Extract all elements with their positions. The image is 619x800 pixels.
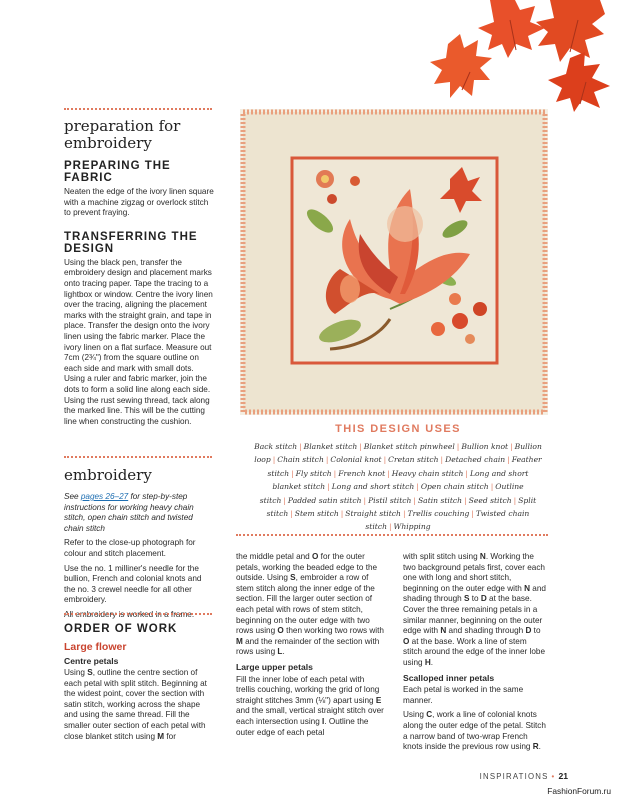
embroidery-title: embroidery: [64, 466, 152, 484]
see-pages-note: See pages 26–27 for step-by-step instructions for working heavy chain stitch, open chain stitch and twisted chain stitch: [64, 492, 194, 533]
design-uses-heading: THIS DESIGN USES: [335, 423, 461, 435]
watermark: FashionForum.ru: [547, 786, 611, 796]
stitch-item: Pistil stitch: [368, 495, 412, 505]
order-of-work-col3: with split stitch using N. Working the two background petals first, cover each one with long and short stitch, beginning on the outer edge with N and shading through S to D at the base. Cover the three remaining petals in a similar manner, beginning on the outer edge with N and shading through D to O at the base. Work a line of stem stitch around the edge of the inner lobe using H. Scalloped inner petals Each petal is worked in the same manner. Using C, work a line of colonial knots along the outer edge of the petal. Stitch a narrow band of two-wrap French knots inside the previous row using R.: [403, 552, 548, 757]
embroidery-p3: All embroidery is worked in a frame.: [64, 609, 195, 619]
stitch-item: French knot: [338, 468, 386, 478]
footer-section: INSPIRATIONS: [479, 772, 549, 781]
stitch-item: Bullion loop: [254, 442, 542, 465]
stitch-separator: |: [440, 455, 444, 465]
stitch-separator: |: [325, 455, 329, 465]
stitch-item: Outline stitch: [259, 482, 524, 505]
page-number: 21: [558, 771, 568, 781]
divider-dotted: [236, 534, 548, 536]
stitch-item: Fly stitch: [295, 468, 332, 478]
stitch-separator: |: [340, 509, 344, 519]
stitch-separator: |: [290, 509, 293, 519]
stitch-separator: |: [465, 468, 468, 478]
fabric-heading: PREPARING THE FABRIC: [64, 160, 171, 184]
divider-dotted: [64, 456, 212, 458]
stitch-separator: |: [513, 495, 517, 505]
transfer-heading: TRANSFERRING THE DESIGN: [64, 230, 198, 255]
order-heading: ORDER OF WORK: [64, 623, 178, 635]
stitch-item: Colonial knot: [330, 455, 382, 465]
stitch-item: Satin stitch: [417, 495, 463, 505]
stitch-item: Back stitch: [254, 442, 298, 451]
stitch-item: Long and short stitch: [331, 482, 415, 492]
stitch-separator: |: [456, 442, 460, 451]
stitch-list: [252, 440, 544, 534]
stitch-item: Cretan stitch: [388, 455, 439, 465]
stitch-separator: |: [387, 468, 390, 478]
divider-dotted: [64, 613, 212, 615]
order-of-work-col2: the middle petal and O for the outer petals, working the beaded edge to the outside. Using S, embroider a row of stem stitch along the inner edge of the section. Fill the larger outer section of each petal with rows of stem stitch, beginning on the outer edge with two rows using O then working two rows with M and the remainder of the section with rows using L. Large upper petals Fill the inner lobe of each petal with trellis couching, working the grid of long straight stitches 3mm (⅛") apart using E and the small, vertical straight stitch over each intersection using I. Outline the outer edge of each petal: [236, 552, 384, 737]
stitch-separator: |: [272, 455, 276, 465]
stitch-separator: |: [490, 482, 494, 492]
stitch-separator: |: [291, 468, 294, 478]
stitch-item: Chain stitch: [277, 455, 324, 465]
stitch-item: Twisted chain stitch: [365, 509, 530, 532]
autumn-leaves-illustration: [420, 0, 619, 112]
stitch-separator: |: [402, 509, 406, 519]
stitch-item: Whipping: [393, 522, 431, 532]
stitch-item: Split stitch: [266, 495, 537, 519]
stitch-separator: |: [359, 442, 362, 451]
stitch-item: Bullion knot: [461, 442, 509, 451]
stitch-item: Detached chain: [445, 455, 506, 465]
stitch-separator: |: [471, 509, 474, 519]
large-flower-subhead: Large flower: [64, 641, 127, 653]
embroidery-section: [64, 466, 214, 625]
large-upper-petals-subhead: Large upper petals: [236, 661, 313, 672]
divider-dotted: [64, 108, 212, 110]
stitch-item: Feather stitch: [267, 455, 542, 478]
stitch-separator: |: [327, 482, 330, 492]
stitch-separator: |: [413, 495, 416, 505]
stitch-item: Stem stitch: [294, 509, 339, 519]
fabric-text: Neaten the edge of the ivory linen square with a machine zigzag or overlock stitch to prevent fraying.: [64, 187, 214, 218]
leaf-icon: [536, 0, 605, 62]
scalloped-inner-petals-subhead: Scalloped inner petals: [403, 672, 495, 683]
stitch-item: Long and short blanket stitch: [272, 468, 529, 492]
order-of-work-col1: [64, 623, 214, 746]
transfer-text: Using the black pen, transfer the embroidery design and placement marks onto tracing paper. Tape the tracing to a lightbox or window. Centre the ivory linen over the tracing, aligning the placement marks with the straight grain, and tape in place. Transfer the design onto the ivory linen using the fabric marker. Place the ivory linen on a flat surface. Measure out 7cm (2¾") from the square outline on each side and mark with small dots. Using a ruler and fabric marker, join the dots to form a solid line along each side. Using the rust sewing thread, tack along the marked line. This will be the cutting line when constructing the cushion.: [64, 257, 213, 426]
stitch-separator: |: [388, 522, 392, 532]
pages-link[interactable]: pages 26–27: [80, 492, 129, 501]
stitch-separator: |: [383, 455, 387, 465]
stitch-separator: |: [464, 495, 467, 505]
stitch-item: Blanket stitch: [303, 442, 358, 451]
stitch-item: Heavy chain stitch: [391, 468, 464, 478]
stitch-item: Straight stitch: [345, 509, 401, 519]
stitch-separator: |: [510, 442, 513, 451]
stitch-item: Trellis couching: [407, 509, 470, 519]
stitch-separator: |: [363, 495, 367, 505]
centre-petals-text: Using S, outline the centre section of each petal with split stitch. Beginning at the widest point, cover the section with satin stitch, working across the shape and using the same thread. Fill the smaller outer section of each petal with close blanket stitch using M for: [64, 668, 207, 741]
embroidered-cushion-photo: [240, 109, 548, 415]
stitch-separator: |: [507, 455, 510, 465]
stitch-separator: |: [416, 482, 419, 492]
leaf-icon: [548, 52, 610, 112]
prep-title: preparation for embroidery: [64, 117, 181, 152]
embroidery-p1: Refer to the close-up photograph for colour and stitch placement.: [64, 538, 196, 558]
embroidery-p2: Use the no. 1 milliner's needle for the bullion, French and colonial knots and the no. 3 crewel needle for all other embroidery.: [64, 563, 202, 605]
stitch-item: Open chain stitch: [420, 482, 489, 492]
stitch-item: Seed stitch: [468, 495, 512, 505]
page-footer: INSPIRATIONS • 21: [479, 771, 568, 781]
centre-petals-subhead: Centre petals: [64, 656, 119, 666]
stitch-separator: |: [333, 468, 337, 478]
stitch-item: Padded satin stitch: [287, 495, 362, 505]
stitch-separator: |: [299, 442, 302, 451]
left-column: [64, 118, 214, 431]
stitch-separator: |: [283, 495, 286, 505]
leaf-icon: [430, 34, 492, 98]
stitch-item: Blanket stitch pinwheel: [363, 442, 455, 451]
